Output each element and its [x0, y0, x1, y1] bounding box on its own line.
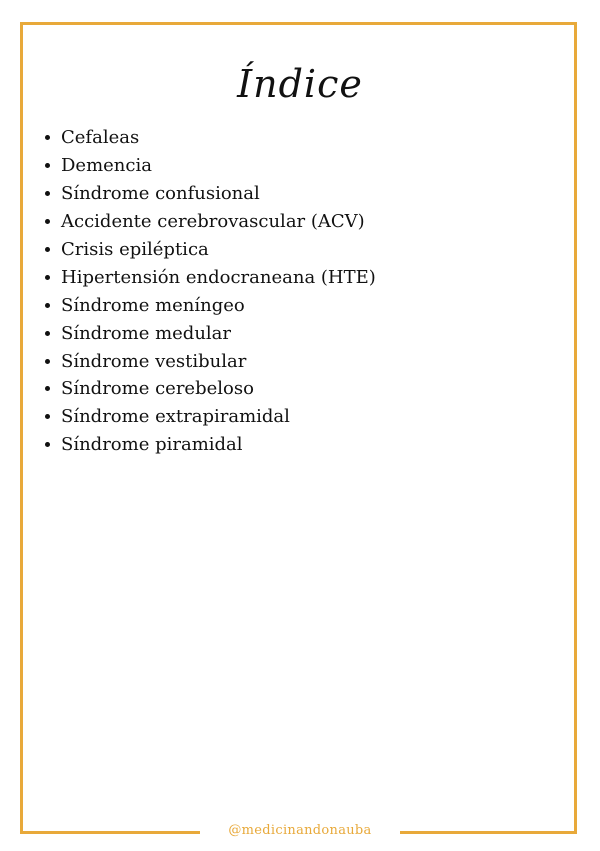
bullet-icon: [45, 359, 50, 364]
list-item: [40, 347, 376, 375]
list-item-label: Síndrome piramidal: [61, 434, 243, 456]
list-item-label: Crisis epiléptica: [61, 239, 209, 260]
bullet-icon: [45, 386, 50, 391]
list-item: [40, 152, 376, 180]
list-item: [40, 403, 376, 431]
bullet-icon: [45, 219, 50, 224]
bottom-border-left: [20, 831, 200, 834]
list-item-label: Síndrome confusional: [61, 183, 260, 205]
list-item-label: Síndrome cerebeloso: [61, 378, 254, 400]
bullet-icon: [45, 414, 50, 419]
list-item: [40, 263, 376, 291]
list-item: [40, 319, 376, 347]
list-item: [40, 431, 376, 459]
list-item-label: Síndrome vestibular: [61, 350, 247, 372]
table-of-contents: [40, 124, 376, 459]
list-item-label: Síndrome medular: [61, 322, 232, 344]
bottom-border-right: [400, 831, 577, 834]
list-item: [40, 208, 376, 236]
list-item-label: Demencia: [61, 155, 152, 177]
list-item: [40, 375, 376, 403]
list-item: [40, 291, 376, 319]
list-item: [40, 180, 376, 208]
bullet-icon: [45, 275, 50, 280]
bullet-icon: [45, 163, 50, 168]
list-item-label: Síndrome meníngeo: [61, 294, 245, 316]
list-item-label: Hipertensión endocraneana (HTE): [61, 266, 376, 288]
list-item: [40, 236, 376, 264]
footer-handle: @medicinandonauba: [228, 823, 372, 838]
bullet-icon: [45, 331, 50, 336]
list-item-label: Síndrome extrapiramidal: [61, 406, 290, 428]
list-item-label: Cefaleas: [61, 127, 140, 149]
list-item: [40, 124, 376, 152]
page-title: Índice: [237, 62, 363, 106]
list-item-label: Accidente cerebrovascular (ACV): [61, 211, 365, 233]
bullet-icon: [45, 442, 50, 447]
bullet-icon: [45, 247, 50, 252]
bullet-icon: [45, 303, 50, 308]
bullet-icon: [45, 135, 50, 140]
bullet-icon: [45, 191, 50, 196]
